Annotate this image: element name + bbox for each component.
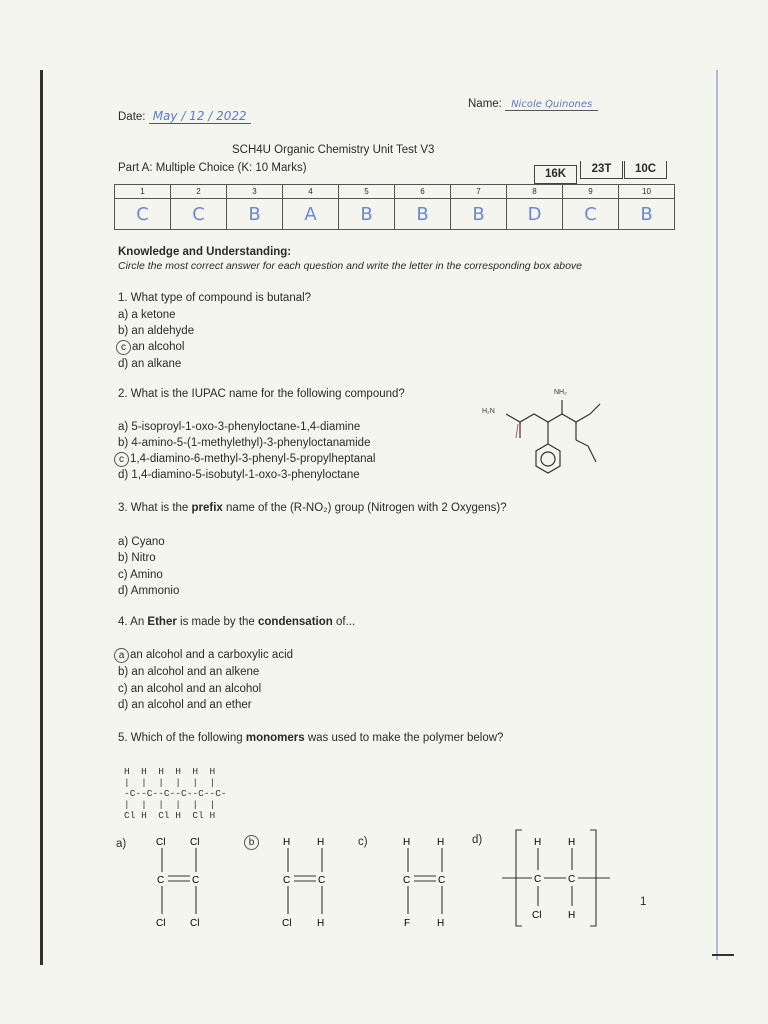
test-title: SCH4U Organic Chemistry Unit Test V3 — [232, 144, 435, 156]
answer-table — [114, 184, 675, 230]
monomer-c-top-right: H — [437, 837, 445, 848]
page-margin-line — [40, 70, 43, 965]
monomer-d-carbon-left: C — [534, 874, 542, 885]
q4-option-a-text: an alcohol and a carboxylic acid — [130, 649, 294, 661]
date-field — [118, 108, 251, 125]
q4-text-bold-condensation: condensation — [258, 616, 333, 628]
polymer-bottom-bonds: | | | | | | — [124, 799, 216, 810]
q5-option-d-label: d) — [472, 834, 483, 846]
score-knowledge: 16K — [534, 165, 577, 184]
q1-option-d: d) an alkane — [118, 358, 182, 370]
monomer-b — [270, 832, 350, 932]
q3-option-a: a) Cyano — [118, 536, 165, 548]
polymer-top-bonds: | | | | | | — [124, 777, 216, 788]
answer-number: 2 — [171, 185, 227, 199]
monomer-d-carbon-right: C — [568, 874, 576, 885]
monomer-a-top-right: Cl — [190, 837, 200, 848]
answer-number: 5 — [339, 185, 395, 199]
q4-option-b: b) an alcohol and an alkene — [118, 666, 260, 678]
monomer-b-bottom-left: Cl — [282, 918, 292, 929]
phenyl-ring-inner — [541, 452, 555, 466]
q1-option-b: b) an aldehyde — [118, 325, 195, 337]
q5-circled-letter: b — [244, 835, 259, 850]
q4-text-bold-ether: Ether — [147, 616, 177, 628]
monomer-d — [500, 826, 620, 936]
q5-option-a-label: a) — [116, 838, 127, 850]
date-value: May / 12 / 2022 — [149, 109, 251, 124]
name-field — [468, 96, 598, 113]
answer-values-row — [115, 199, 675, 230]
answer-number: 1 — [115, 185, 171, 199]
q3-option-b: b) Nitro — [118, 552, 156, 564]
monomer-a-carbon-right: C — [192, 875, 200, 886]
date-label: Date: — [118, 111, 146, 123]
q4-option-d: d) an alcohol and an ether — [118, 699, 252, 711]
q4-text-pre: 4. An — [118, 616, 148, 628]
section-instruction: Circle the most correct answer for each question and write the letter in the corresponding box above — [118, 260, 582, 272]
q5-text-bold: monomers — [245, 732, 305, 744]
q5-text — [118, 730, 503, 746]
answer-cell: B — [395, 199, 451, 230]
answer-number: 7 — [451, 185, 507, 199]
page-number: 1 — [640, 896, 647, 908]
monomer-d-bottom-left: Cl — [532, 910, 542, 921]
phenyl-ring — [536, 444, 560, 473]
nh2-label: NH₂ — [554, 389, 567, 396]
part-heading: Part A: Multiple Choice (K: 10 Marks) — [118, 162, 307, 174]
q1-option-c — [116, 339, 184, 355]
name-label: Name: — [468, 98, 502, 110]
corner-mark — [712, 954, 734, 956]
monomer-a-top-left: Cl — [156, 837, 166, 848]
monomer-a — [144, 832, 224, 932]
q2-text: 2. What is the IUPAC name for the following compound? — [118, 388, 405, 400]
answer-cell: C — [115, 199, 171, 230]
h2n-label: H₂N — [482, 408, 495, 415]
answer-cell: B — [227, 199, 283, 230]
q5-option-c-label: c) — [358, 836, 368, 848]
q1-circled-letter: c — [116, 340, 131, 355]
monomer-c-bottom-right: H — [437, 918, 445, 929]
polymer-bottom-atoms: Cl H Cl H Cl H — [124, 810, 216, 821]
polymer-top-atoms: H H H H H H — [124, 766, 216, 777]
q2-circled-letter: c — [114, 452, 129, 467]
q3-option-d: d) Ammonio — [118, 585, 180, 597]
answer-number: 10 — [619, 185, 675, 199]
answer-cell: D — [507, 199, 563, 230]
answer-cell: B — [451, 199, 507, 230]
monomer-a-bottom-right: Cl — [190, 918, 200, 929]
answer-number: 6 — [395, 185, 451, 199]
monomer-b-top-right: H — [317, 837, 325, 848]
answer-cell: B — [619, 199, 675, 230]
q3-option-c: c) Amino — [118, 569, 163, 581]
monomer-b-carbon-right: C — [318, 875, 326, 886]
q4-option-a — [114, 647, 293, 663]
polymer-chain: -C--C--C--C--C--C- — [124, 788, 227, 799]
q3-text-bold: prefix — [191, 502, 223, 514]
monomer-b-bottom-right: H — [317, 918, 325, 929]
score-thinking: 23T — [580, 161, 623, 179]
monomer-d-bottom-right: H — [568, 910, 576, 921]
answer-cell: A — [283, 199, 339, 230]
answer-cell: C — [563, 199, 619, 230]
q5-text-pre: 5. Which of the following — [118, 732, 246, 744]
answer-number: 4 — [283, 185, 339, 199]
answer-cell: B — [339, 199, 395, 230]
answer-cell: C — [171, 199, 227, 230]
monomer-d-top-left: H — [534, 837, 542, 848]
monomer-b-top-left: H — [283, 837, 291, 848]
monomer-c-bottom-left: F — [404, 918, 411, 929]
monomer-c-carbon-left: C — [403, 875, 411, 886]
polymer-structure — [124, 766, 227, 821]
monomer-d-top-right: H — [568, 837, 576, 848]
monomer-c-top-left: H — [403, 837, 411, 848]
score-communication: 10C — [624, 161, 667, 179]
section-heading: Knowledge and Understanding: — [118, 246, 292, 258]
q5-text-post: was used to make the polymer below? — [304, 732, 504, 744]
monomer-c-carbon-right: C — [438, 875, 446, 886]
q1-option-c-text: an alcohol — [132, 341, 185, 353]
q2-option-c-text: 1,4-diamino-6-methyl-3-phenyl-5-propylheptanal — [130, 453, 376, 465]
answer-number: 3 — [227, 185, 283, 199]
answer-number: 9 — [563, 185, 619, 199]
q2-option-d: d) 1,4-diamino-5-isobutyl-1-oxo-3-phenyloctane — [118, 469, 360, 481]
monomer-a-bottom-left: Cl — [156, 918, 166, 929]
q4-text-post: of... — [332, 616, 356, 628]
monomer-c — [390, 832, 470, 932]
monomer-a-carbon-left: C — [157, 875, 165, 886]
q2-option-a: a) 5-isoproyl-1-oxo-3-phenyloctane-1,4-diamine — [118, 421, 361, 433]
q2-option-b: b) 4-amino-5-(1-methylethyl)-3-phenyloctanamide — [118, 437, 371, 449]
answer-number: 8 — [507, 185, 563, 199]
q2-option-c — [114, 451, 375, 467]
name-value: Nicole Quinones — [505, 99, 598, 111]
q2-structure — [476, 382, 626, 482]
monomer-b-carbon-left: C — [283, 875, 291, 886]
answer-numbers-row — [115, 185, 675, 199]
q4-text-mid: is made by the — [176, 616, 259, 628]
q1-option-a: a) a ketone — [118, 309, 176, 321]
q4-circled-letter: a — [114, 648, 129, 663]
page-edge-line — [716, 70, 718, 960]
q3-text — [118, 500, 507, 516]
q3-text-post: name of the (R-NO₂) group (Nitrogen with 2 Oxygens)? — [222, 502, 507, 514]
q1-text: 1. What type of compound is butanal? — [118, 292, 312, 304]
q2-main-chain — [506, 414, 590, 422]
q4-text — [118, 614, 355, 630]
q3-text-pre: 3. What is the — [118, 502, 192, 514]
carbonyl-bond — [516, 424, 518, 438]
q5-option-b-label — [244, 834, 260, 850]
q4-option-c: c) an alcohol and an alcohol — [118, 683, 262, 695]
